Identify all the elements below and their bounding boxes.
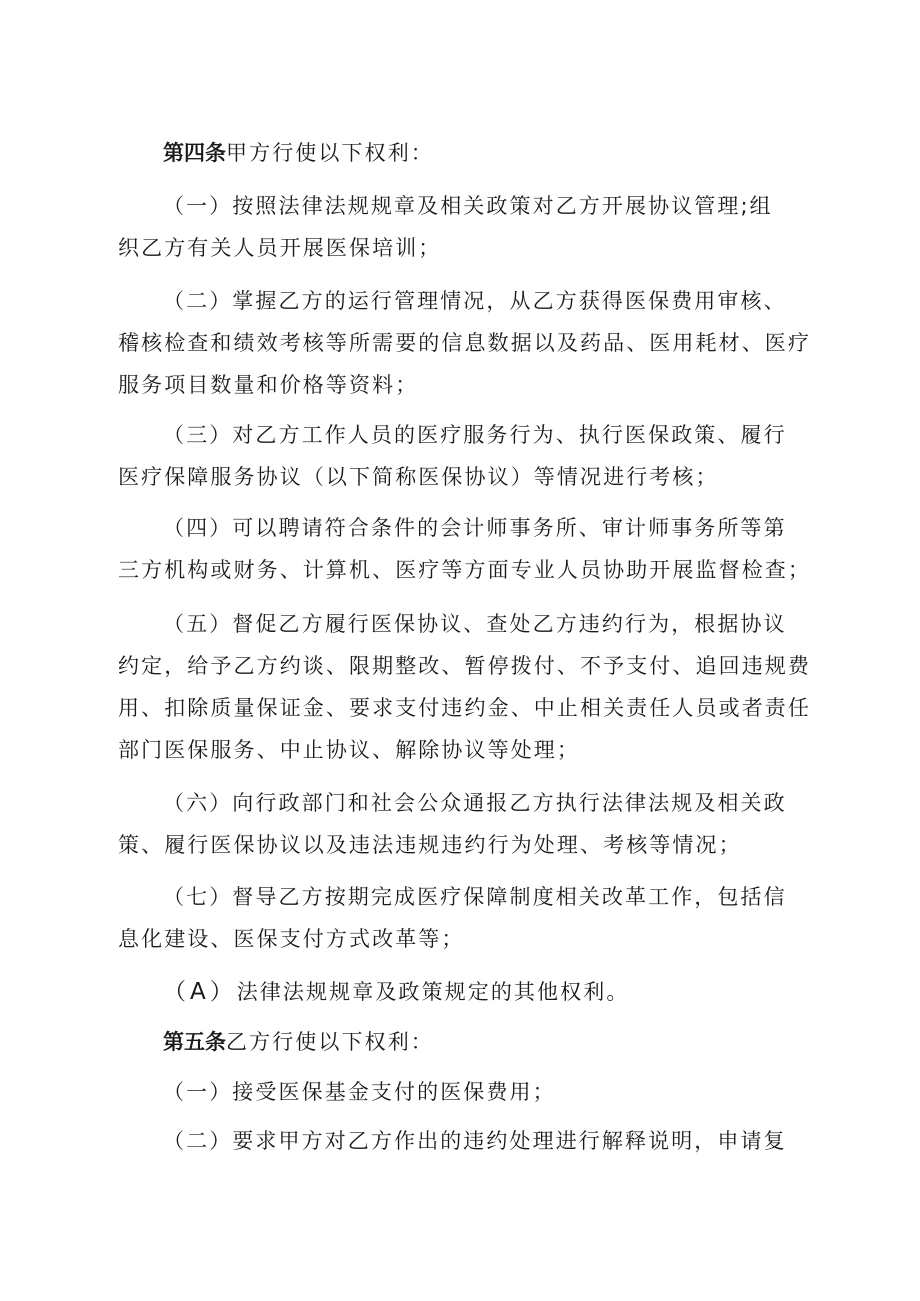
article-4-item-5: （五）督促乙方履行医保协议、查处乙方违约行为，根据协议 约定，给予乙方约谈、限期整改、暂停拨付、不予支付、追回违规费 用、扣除质量保证金、要求支付违约金、中止相关责任人员或者责任 部门医保服务、中止协议、解除协议等处理； — [118, 612, 811, 762]
article-4-heading — [118, 132, 808, 174]
article-4-item-3: （三）对乙方工作人员的医疗服务行为、执行医保政策、履行 医疗保障服务协议（以下简称医保协议）等情况进行考核； — [118, 423, 787, 489]
article-4-lead: 甲方行使以下权利： — [226, 141, 434, 165]
article-5-item-2: （二）要求甲方对乙方作出的违约处理进行解释说明，申请复 — [163, 1129, 787, 1153]
article-4-item-2: （二）掌握乙方的运行管理情况，从乙方获得医保费用审核、 稽核检查和绩效考核等所需要的信息数据以及药品、医用耗材、医疗 服务项目数量和价格等资料； — [118, 289, 811, 397]
article-5-item-1: （一）接受医保基金支付的医保费用； — [163, 1080, 556, 1104]
article-5-heading — [118, 1021, 808, 1063]
article-4-item-6: （六）向行政部门和社会公众通报乙方执行法律法规及相关政 策、履行医保协议以及违法违规违约行为处理、考核等情况； — [118, 791, 787, 857]
article-5-lead: 乙方行使以下权利： — [226, 1030, 434, 1054]
article-4-item-7: （七）督导乙方按期完成医疗保障制度相关改革工作，包括信 息化建设、医保支付方式改革等； — [118, 885, 787, 951]
item-8-number: （A） — [163, 979, 237, 1005]
article-4-item-8 — [118, 971, 808, 1013]
article-4-item-4: （四）可以聘请符合条件的会计师事务所、审计师事务所等第 三方机构或财务、计算机、医疗等方面专业人员协助开展监督检查； — [118, 516, 811, 582]
article-4-item-1: （一）按照法律法规规章及相关政策对乙方开展协议管理;组 织乙方有关人员开展医保培训； — [118, 194, 773, 260]
item-8-text: 法律法规规章及政策规定的其他权利。 — [236, 980, 630, 1004]
article-4-title: 第四条 — [163, 141, 226, 165]
article-5-title: 第五条 — [163, 1030, 226, 1054]
